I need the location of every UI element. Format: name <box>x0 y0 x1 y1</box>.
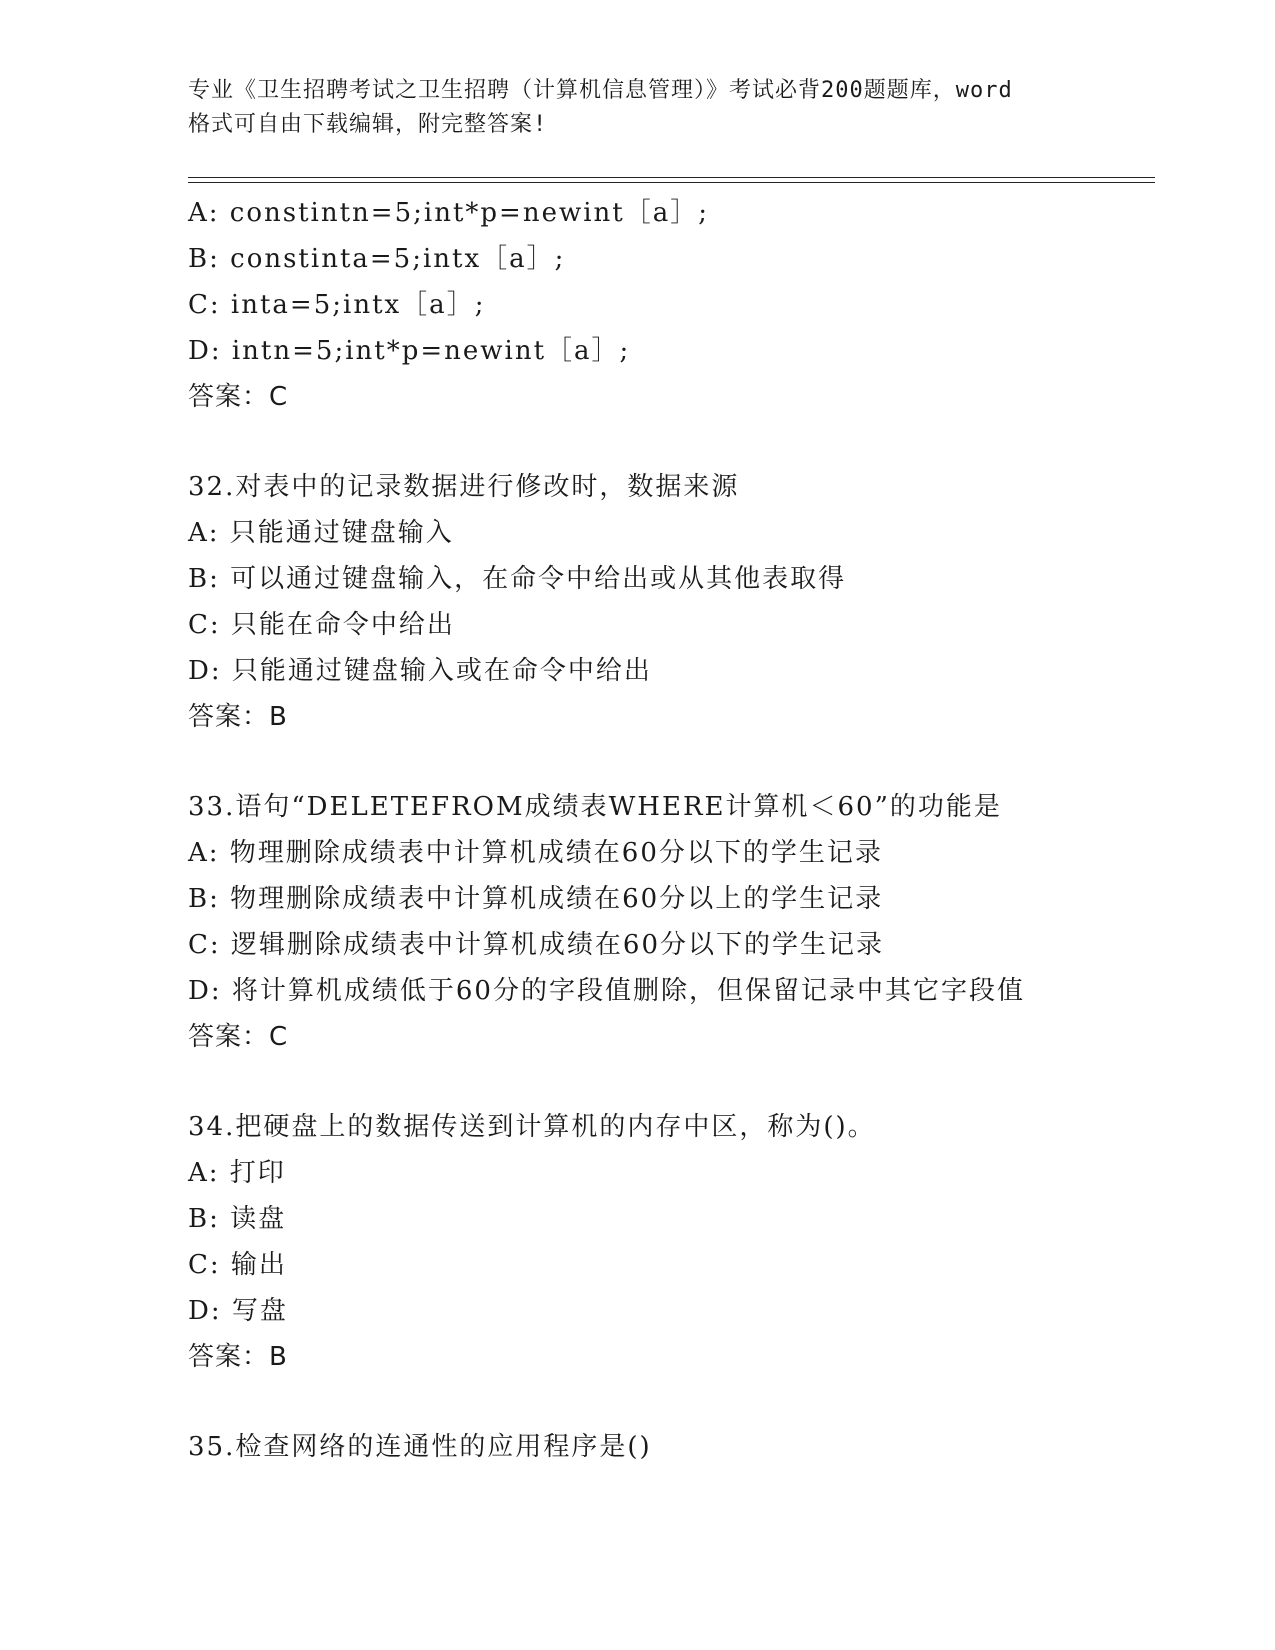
header-line-1: 专业《卫生招聘考试之卫生招聘（计算机信息管理）》考试必背200题题库，word <box>188 78 1013 103</box>
question-33 <box>188 784 1188 1060</box>
question-32 <box>188 464 1188 740</box>
option-c: C: 只能在命令中给出 <box>188 610 455 640</box>
spacer <box>188 1060 1188 1104</box>
option-a: A: 只能通过键盘输入 <box>188 518 454 548</box>
option-c: C: inta=5;intx［a］; <box>188 290 486 320</box>
option-b: B: 可以通过键盘输入，在命令中给出或从其他表取得 <box>188 564 847 594</box>
option-d: D: 将计算机成绩低于60分的字段值删除，但保留记录中其它字段值 <box>188 976 1025 1006</box>
option-b: B: constinta=5;intx［a］; <box>188 244 566 274</box>
answer: 答案：C <box>188 382 289 412</box>
spacer <box>188 1380 1188 1424</box>
option-d: D: 写盘 <box>188 1296 288 1326</box>
question-title: 35.检查网络的连通性的应用程序是() <box>188 1432 652 1462</box>
option-a: A: 打印 <box>188 1158 286 1188</box>
header-line-2: 格式可自由下载编辑，附完整答案! <box>188 112 548 137</box>
answer: 答案：B <box>188 702 288 732</box>
question-title: 34.把硬盘上的数据传送到计算机的内存中区，称为()。 <box>188 1112 876 1142</box>
answer: 答案：C <box>188 1022 289 1052</box>
question-title: 33.语句“DELETEFROM成绩表WHERE计算机＜60”的功能是 <box>188 792 1002 822</box>
question-34 <box>188 1104 1188 1380</box>
option-b: B: 读盘 <box>188 1204 287 1234</box>
option-d: D: intn=5;int*p=newint［a］; <box>188 336 631 366</box>
spacer <box>188 420 1188 464</box>
option-c: C: 输出 <box>188 1250 287 1280</box>
answer: 答案：B <box>188 1342 288 1372</box>
spacer <box>188 740 1188 784</box>
option-a: A: constintn=5;int*p=newint［a］; <box>188 198 709 228</box>
question-31 <box>188 190 1188 420</box>
question-title: 32.对表中的记录数据进行修改时，数据来源 <box>188 472 740 502</box>
header-divider-top <box>188 177 1155 178</box>
document-header <box>188 74 1088 142</box>
option-c: C: 逻辑删除成绩表中计算机成绩在60分以下的学生记录 <box>188 930 885 960</box>
question-list <box>188 190 1188 1470</box>
header-divider-bottom <box>188 182 1155 183</box>
question-35 <box>188 1424 1188 1470</box>
option-a: A: 物理删除成绩表中计算机成绩在60分以下的学生记录 <box>188 838 883 868</box>
option-b: B: 物理删除成绩表中计算机成绩在60分以上的学生记录 <box>188 884 884 914</box>
option-d: D: 只能通过键盘输入或在命令中给出 <box>188 656 652 686</box>
